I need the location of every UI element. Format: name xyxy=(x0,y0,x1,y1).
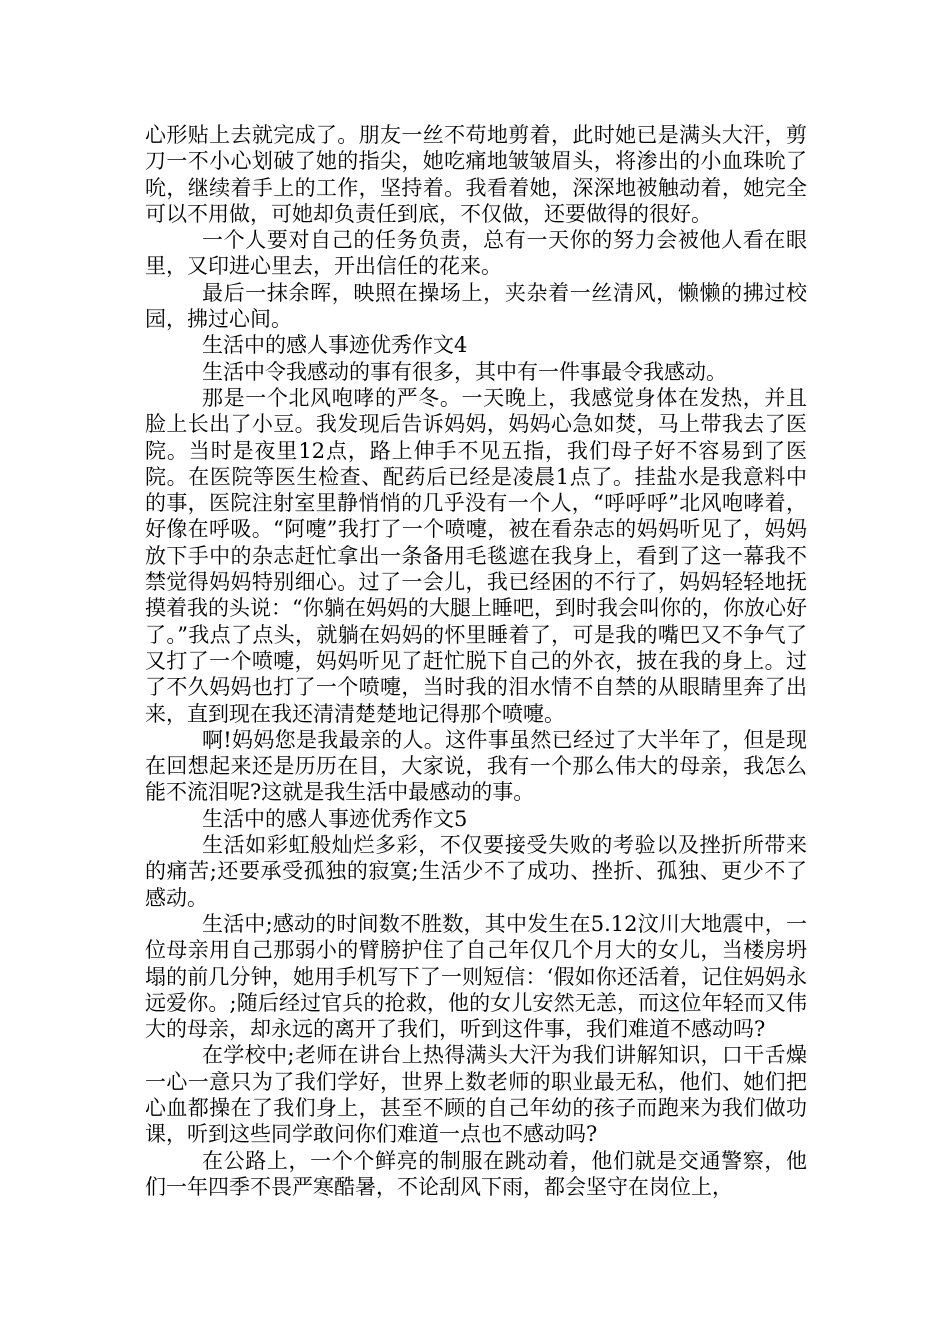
paragraph: 生活如彩虹般灿烂多彩，不仅要接受失败的考验以及挫折所带来的痛苦;还要承受孤独的寂寞;生活少不了成功、挫折、孤独、更少不了感动。 xyxy=(145,833,807,910)
paragraph: 最后一抹余晖，映照在操场上，夹杂着一丝清风，懒懒的拂过校园，拂过心间。 xyxy=(145,280,807,332)
paragraph: 生活中令我感动的事有很多，其中有一件事最令我感动。 xyxy=(202,359,727,384)
paragraph: 心形贴上去就完成了。朋友一丝不苟地剪着，此时她已是满头大汗，剪刀一不小心划破了她的指尖，她吃痛地皱皱眉头，将渗出的小血珠吮了吮，继续着手上的工作，坚持着。我看着她，深深地被触动着，她完全可以不用做，可她却负责任到底，不仅做，还要做得的很好。 xyxy=(145,123,807,226)
section-heading-4: 生活中的感人事迹优秀作文4 xyxy=(202,333,468,358)
paragraph: 生活中;感动的时间数不胜数，其中发生在5.12汶川大地震中，一位母亲用自己那弱小的臂膀护住了自己年仅几个月大的女儿，当楼房坍塌的前几分钟，她用手机写下了一则短信：‘假如你还活着，记住妈妈永远爱你。;随后经过官兵的抢救，他的女儿安然无恙，而这位年轻而又伟大的母亲，却永远的离开了我们，听到这件事，我们难道不感动吗? xyxy=(145,911,807,1042)
document-page xyxy=(145,122,807,1200)
section-heading-5: 生活中的感人事迹优秀作文5 xyxy=(202,806,468,831)
paragraph: 在公路上，一个个鲜亮的制服在跳动着，他们就是交通警察，他们一年四季不畏严寒酷暑，不论刮风下雨，都会坚守在岗位上， xyxy=(145,1148,807,1199)
paragraph: 那是一个北风咆哮的严冬。一天晚上，我感觉身体在发热，并且脸上长出了小豆。我发现后告诉妈妈，妈妈心急如焚，马上带我去了医院。当时是夜里12点，路上伸手不见五指，我们母子好不容易到了医院。在医院等医生检查、配药后已经是凌晨1点了。挂盐水是我意料中的事，医院注射室里静悄悄的几乎没有一个人，“呼呼呼”北风咆哮着，好像在呼吸。“阿嚏”我打了一个喷嚏，被在看杂志的妈妈听见了，妈妈放下手中的杂志赶忙拿出一条备用毛毯遮在我身上，看到了这一幕我不禁觉得妈妈特别细心。过了一会儿，我已经困的不行了，妈妈轻轻地抚摸着我的头说：“你躺在妈妈的大腿上睡吧，到时我会叫你的，你放心好了。”我点了点头，就躺在妈妈的怀里睡着了，可是我的嘴巴又不争气了又打了一个喷嚏，妈妈听见了赶忙脱下自己的外衣，披在我的身上。过了不久妈妈也打了一个喷嚏，当时我的泪水情不自禁的从眼睛里奔了出来，直到现在我还清清楚楚地记得那个喷嚏。 xyxy=(145,385,807,726)
paragraph: 啊!妈妈您是我最亲的人。这件事虽然已经过了大半年了，但是现在回想起来还是历历在目，大家说，我有一个那么伟大的母亲，我怎么能不流泪呢?这就是我生活中最感动的事。 xyxy=(145,727,807,805)
paragraph: 一个人要对自己的任务负责，总有一天你的努力会被他人看在眼里，又印进心里去，开出信任的花来。 xyxy=(145,228,807,279)
paragraph: 在学校中;老师在讲台上热得满头大汗为我们讲解知识，口干舌燥一心一意只为了我们学好，世界上数老师的职业最无私，他们、她们把心血都操在了我们身上，甚至不顾的自己年幼的孩子而跑来为我们做功课，听到这些同学敢问你们难道一点也不感动吗? xyxy=(145,1043,807,1147)
